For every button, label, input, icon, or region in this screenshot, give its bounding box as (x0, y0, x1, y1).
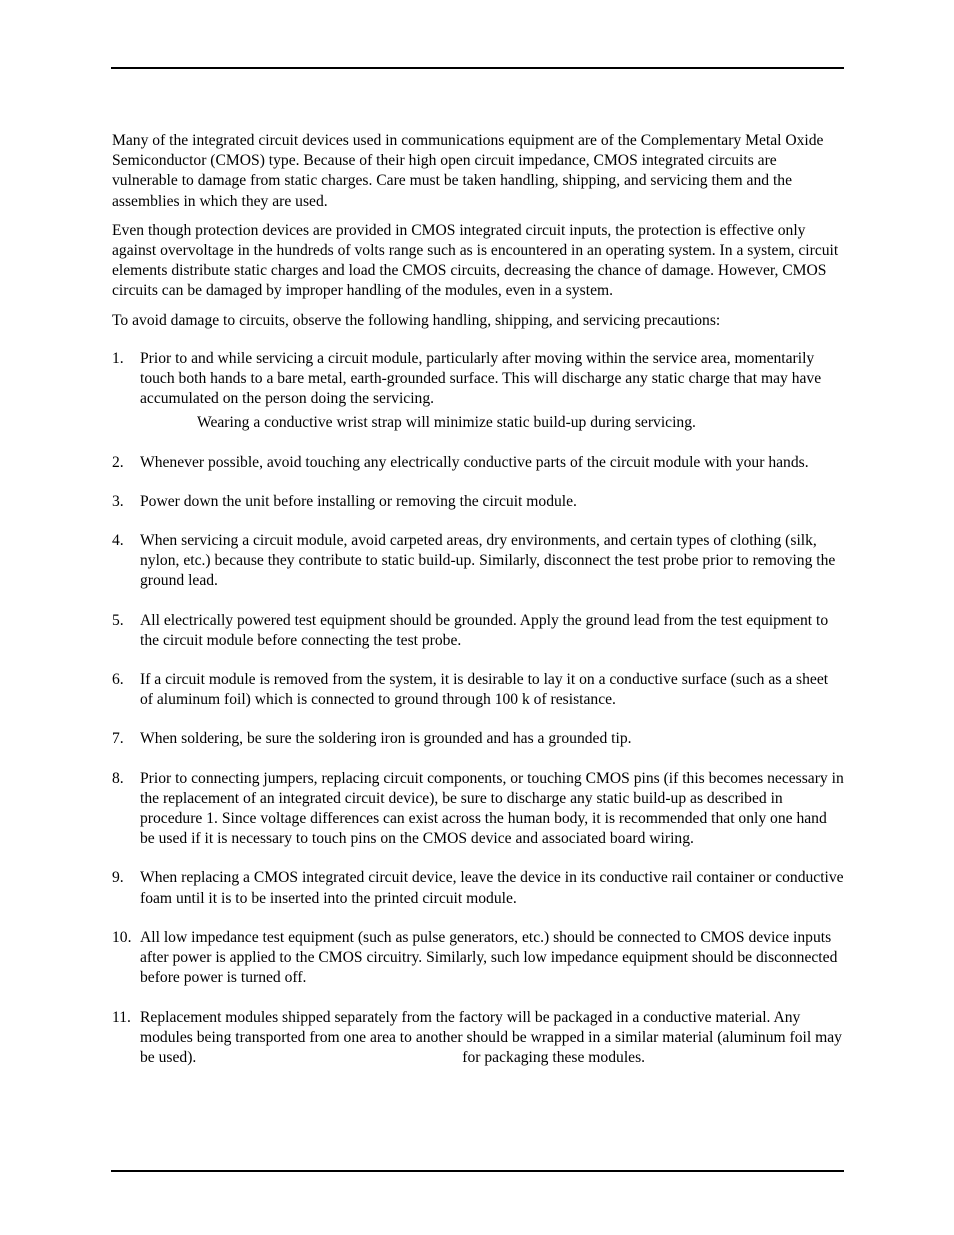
list-item (112, 531, 844, 592)
step-number: 9. (112, 869, 124, 887)
step-number: 3. (112, 492, 124, 510)
list-item (112, 868, 844, 908)
step-note: Wearing a conductive wrist strap will minimize static build-up during servicing. (197, 414, 696, 432)
step-text: When soldering, be sure the soldering iron is grounded and has a grounded tip. (140, 730, 632, 748)
document-body (112, 131, 844, 1087)
footer-rule (111, 1170, 844, 1172)
intro-paragraph: To avoid damage to circuits, observe the following handling, shipping, and servicing precautions: (112, 311, 721, 329)
list-item (112, 492, 844, 512)
step-number: 5. (112, 611, 124, 629)
step-text-main: Replacement modules shipped separately from the factory will be packaged in a conductive material. Any modules being transported from one area to another should be wrapped in a similar material (aluminum foil may be used). (140, 1008, 842, 1066)
list-item (112, 611, 844, 651)
step-text: Prior to connecting jumpers, replacing circuit components, or touching CMOS pins (if this becomes necessary in the replacement of an integrated circuit device), be sure to discharge any static build-up as described in procedure 1. Since voltage differences can exist across the human body, it is recommended that only one hand be used if it is necessary to touch pins on the CMOS device and associated board wiring. (140, 769, 844, 848)
intro-paragraph: Many of the integrated circuit devices used in communications equipment are of the Complementary Metal Oxide Semiconductor (CMOS) type. Because of their high open circuit impedance, CMOS integrated circuits are vulnerable to damage from static charges. Care must be taken handling, shipping, and servicing them and the assemblies in which they are used. (112, 132, 824, 210)
step-number: 4. (112, 532, 124, 550)
step-number: 7. (112, 730, 124, 748)
precautions-list (112, 349, 844, 1068)
step-number: 11. (112, 1008, 131, 1026)
list-item (112, 1008, 844, 1069)
step-text: Whenever possible, avoid touching any electrically conductive parts of the circuit module with your hands. (140, 453, 809, 471)
step-number: 1. (112, 349, 124, 367)
step-text: When replacing a CMOS integrated circuit device, leave the device in its conductive rail container or conductive foam until it is to be inserted into the printed circuit module. (140, 869, 844, 907)
step-text: When servicing a circuit module, avoid carpeted areas, dry environments, and certain types of clothing (silk, nylon, etc.) because they contribute to static build-up. Similarly, disconnect the test probe prior to removing the ground lead. (140, 532, 836, 590)
step-number: 8. (112, 769, 124, 787)
list-item (112, 928, 844, 989)
step-text (140, 1008, 844, 1069)
step-text-tail: for packaging these modules. (462, 1048, 646, 1066)
list-item (112, 453, 844, 473)
intro-paragraph: Even though protection devices are provided in CMOS integrated circuit inputs, the protection is effective only against overvoltage in the hundreds of volts range such as is encountered in an operating system. In a system, circuit elements distribute static charges and load the CMOS circuits, decreasing the chance of damage. However, CMOS circuits can be damaged by improper handling of the modules, even in a system. (112, 221, 839, 300)
step-number: 6. (112, 671, 124, 689)
step-number: 10. (112, 928, 132, 946)
list-item (112, 349, 844, 434)
list-item (112, 769, 844, 850)
step-number: 2. (112, 453, 124, 471)
list-item (112, 729, 844, 749)
step-text: Prior to and while servicing a circuit module, particularly after moving within the service area, momentarily touch both hands to a bare metal, earth-grounded surface. This will discharge any static charge that may have accumulated on the person doing the servicing. (140, 349, 822, 408)
step-text: Power down the unit before installing or removing the circuit module. (140, 492, 577, 510)
step-text: If a circuit module is removed from the system, it is desirable to lay it on a conductive surface (such as a sheet of aluminum foil) which is connected to ground through 100 k of resistance. (140, 671, 829, 709)
step-text: All electrically powered test equipment should be grounded. Apply the ground lead from the test equipment to the circuit module before connecting the test probe. (140, 611, 829, 649)
step-text: All low impedance test equipment (such as pulse generators, etc.) should be connected to CMOS device inputs after power is applied to the CMOS circuitry. Similarly, such low impedance equipment should be disconnected before power is turned off. (140, 928, 838, 987)
list-item (112, 670, 844, 710)
header-rule (111, 67, 844, 69)
